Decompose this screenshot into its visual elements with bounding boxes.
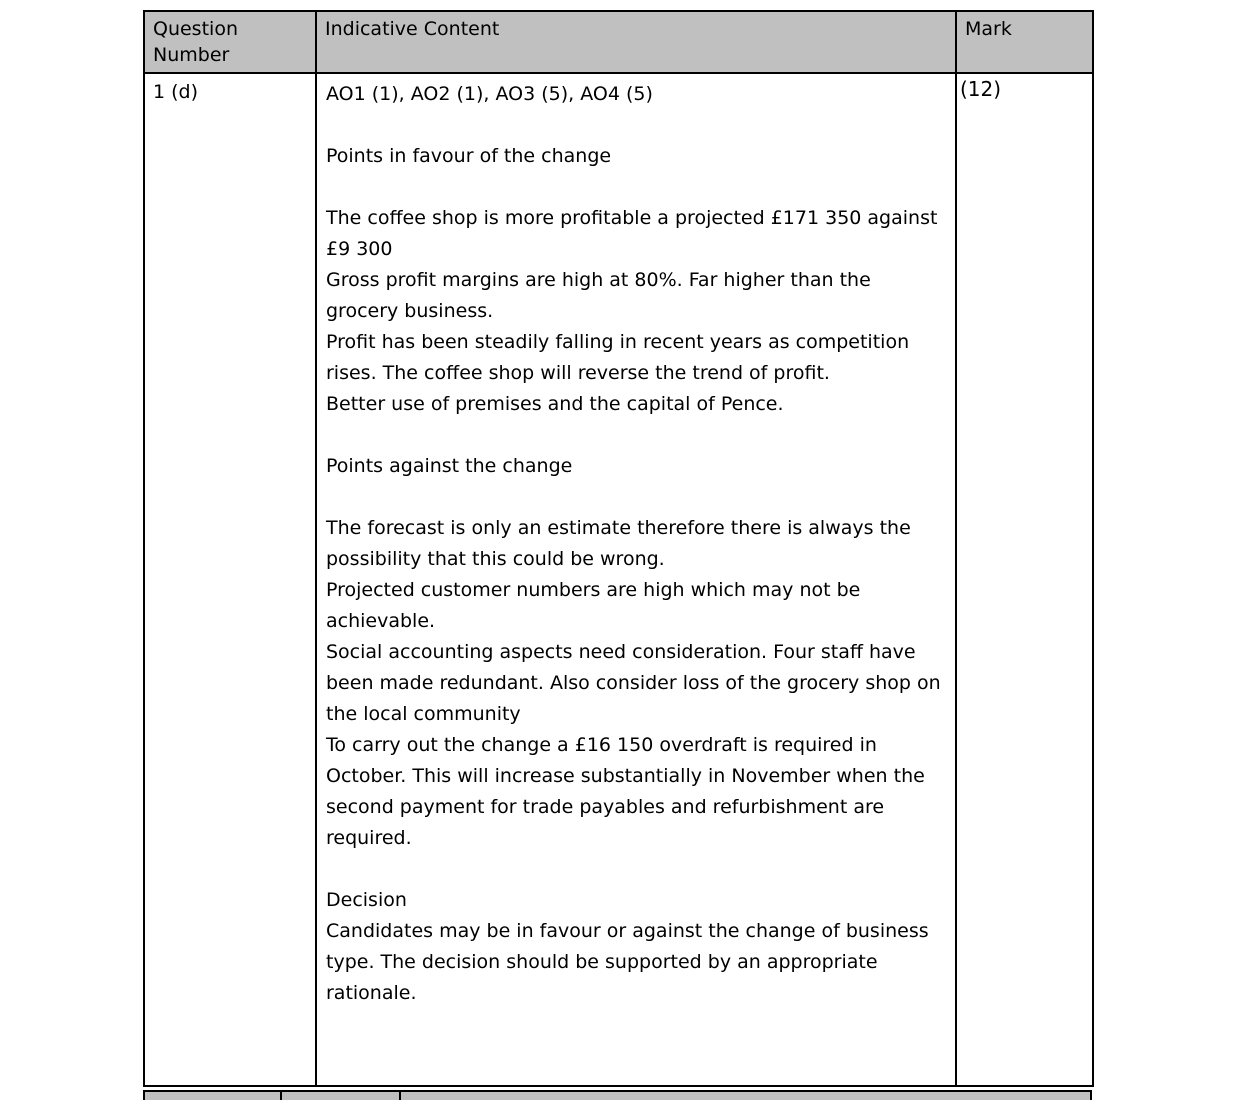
table-header-row [144, 11, 1093, 73]
ao-breakdown-line: AO1 (1), AO2 (1), AO3 (5), AO4 (5) [326, 83, 653, 105]
content-paragraph: Better use of premises and the capital of Pence. [326, 393, 784, 415]
header-mark: Mark [956, 11, 1093, 73]
mark-cell [956, 73, 1093, 1086]
content-paragraph: To carry out the change a £16 150 overdraft is required in October. This will increase substantially in November when the second payment for trade payables and refurbishment are required. [326, 734, 925, 849]
content-paragraph: The coffee shop is more profitable a projected £171 350 against £9 300 [326, 207, 938, 260]
indicative-content-cell [316, 73, 956, 1086]
table-row [144, 73, 1093, 1086]
content-paragraph: The forecast is only an estimate therefore there is always the possibility that this could be wrong. [326, 517, 911, 570]
content-paragraph: Candidates may be in favour or against the change of business type. The decision should be supported by an appropriate rationale. [326, 920, 929, 1004]
content-heading-in-favour: Points in favour of the change [326, 145, 612, 167]
content-heading-decision: Decision [326, 889, 407, 911]
next-table-column-divider [280, 1092, 282, 1100]
next-table-partial-header [143, 1090, 1092, 1100]
mark-value: (12) [960, 77, 1002, 101]
question-number-cell: 1 (d) [144, 73, 316, 1086]
header-question-number: Question Number [144, 11, 316, 73]
content-heading-against: Points against the change [326, 455, 573, 477]
content-paragraph: Projected customer numbers are high which may not be achievable. [326, 579, 861, 632]
next-table-column-divider [399, 1092, 401, 1100]
content-paragraph: Social accounting aspects need consideration. Four staff have been made redundant. Also consider loss of the grocery shop on the local community [326, 641, 941, 725]
header-indicative-content: Indicative Content [316, 11, 956, 73]
mark-scheme-table [143, 10, 1094, 1087]
content-paragraph: Profit has been steadily falling in recent years as competition rises. The coffee shop will reverse the trend of profit. [326, 331, 910, 384]
content-paragraph: Gross profit margins are high at 80%. Far higher than the grocery business. [326, 269, 871, 322]
